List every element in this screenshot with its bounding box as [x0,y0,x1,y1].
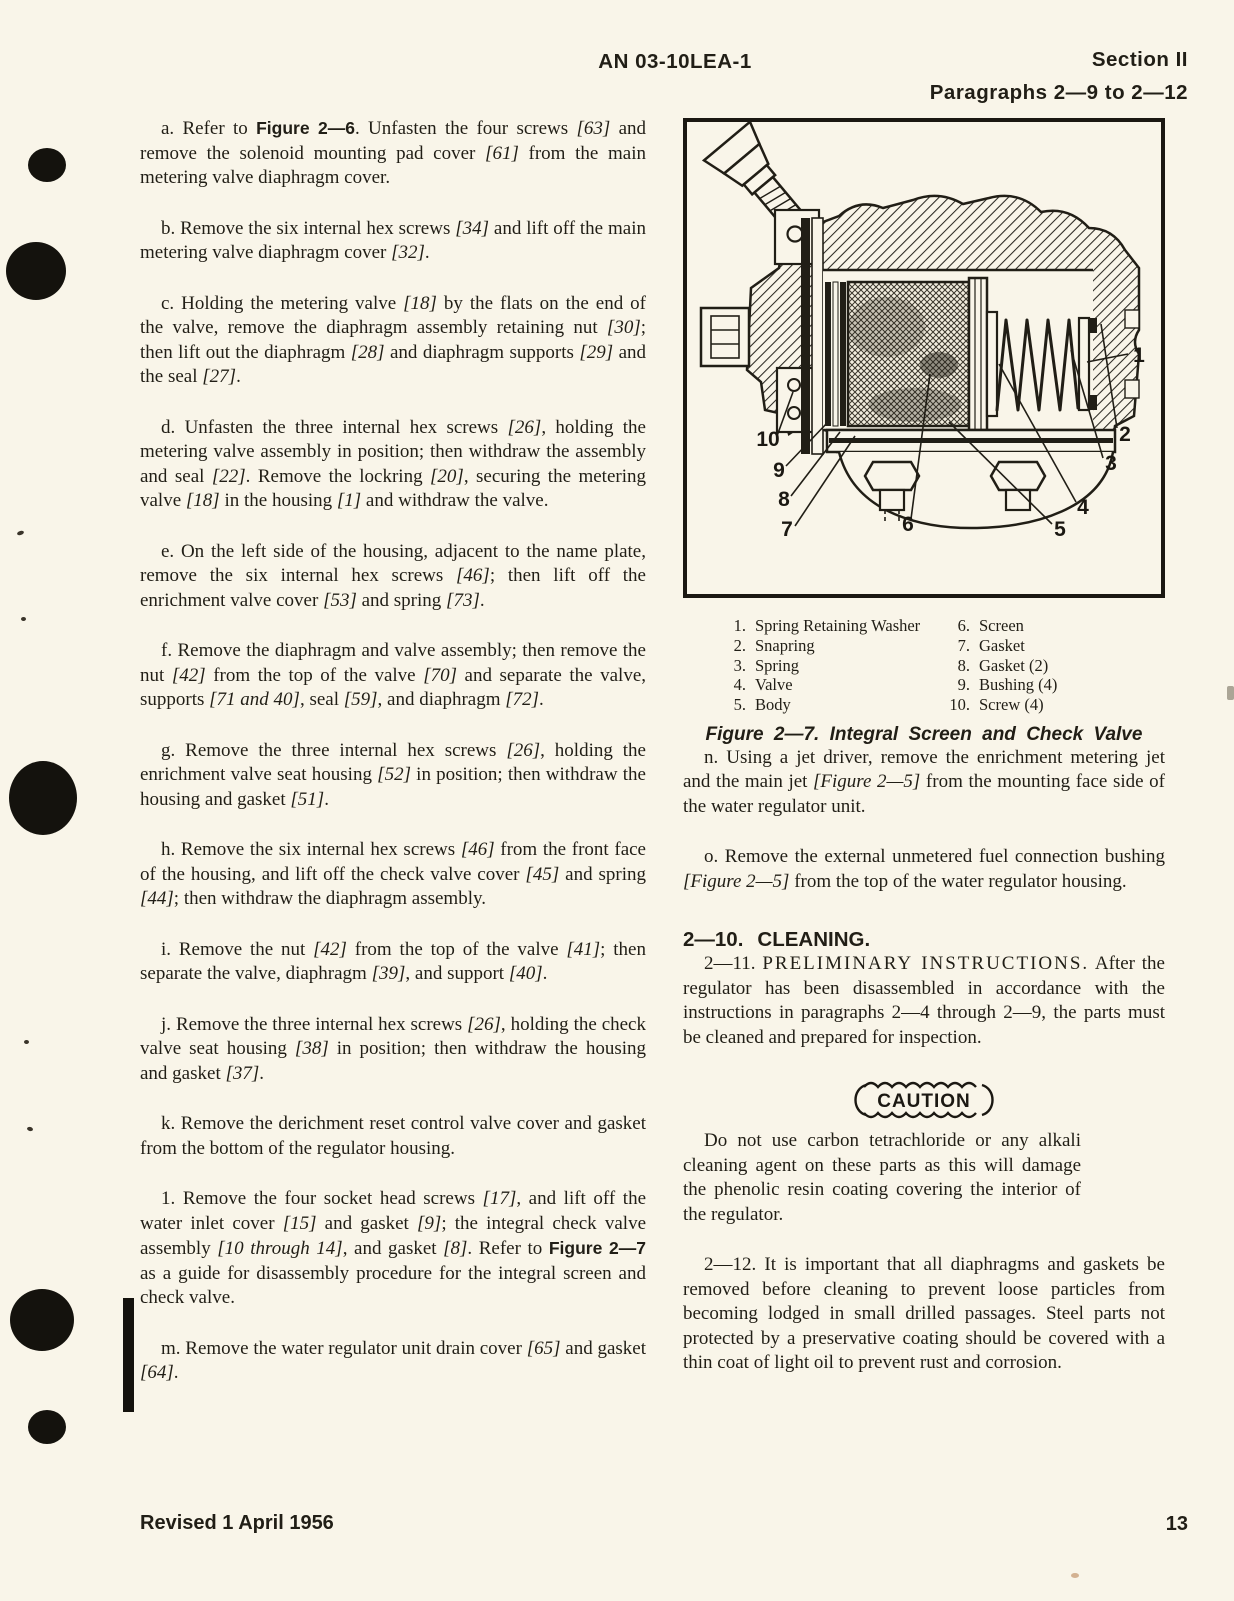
binder-hole-dot [10,1289,74,1351]
paragraph-i: i. Remove the nut [42] from the top of the valve [41]; then separate the valve, diaphragm [39], and support [40]. [140,938,646,984]
paragraph-a: a. Refer to Figure 2—6. Unfasten the four screws [63] and remove the solenoid mounting pad cover [61] from the main metering valve diaphragm cover. [140,118,647,188]
section-heading-2-10: 2—10. CLEANING. [683,928,871,952]
paragraph-n: n. Using a jet driver, remove the enrichment metering jet and the main jet [Figure 2—5] from the mounting face side of the water regulator unit. [683,746,1165,817]
scan-speck [17,530,25,536]
mounting-plates [801,218,823,454]
binder-hole-dot [28,1410,66,1444]
footer-page-number: 13 [1165,1513,1188,1535]
paragraph-c: c. Holding the metering valve [18] by the flats on the end of the valve, remove the diaphragm assembly retaining nut [30]; then lift out the diaphragm [28] and diaphragm supports [29] and the seal [27]. [140,292,647,387]
paragraph-b: b. Remove the six internal hex screws [34] and lift off the main metering valve diaphragm cover [32]. [140,217,646,263]
figure-callout-number: 5 [1054,518,1066,541]
figure-caption: Figure 2—7. Integral Screen and Check Valve [705,723,1143,745]
paragraph-k: k. Remove the derichment reset control valve cover and gasket from the bottom of the regulator housing. [140,1113,646,1159]
left-column [140,116,646,1386]
figure-legend-right [937,616,1057,715]
valve-cross-section-drawing [687,122,1161,594]
figure-callout-number: 8 [778,488,790,511]
header-doc-number: AN 03-10LEA-1 [598,50,752,73]
paragraph-2-11: 2—11. PRELIMINARY INSTRUCTIONS. After the regulator has been disassembled in accordance with the instructions in paragraphs 2—4 through 2—9, the parts must be cleaned and prepared for inspection. [683,953,1165,1048]
scan-speck [27,1126,34,1131]
paragraph-h: h. Remove the six internal hex screws [46] from the front face of the housing, and lift off the check valve cover [45] and spring [44]; then withdraw the diaphragm assembly. [140,839,646,909]
revision-change-bar [123,1298,134,1412]
figure-reference: Figure 2—6 [256,118,355,138]
figure-legend [683,616,1165,715]
scan-speck [21,617,26,621]
caution-box [849,1076,999,1129]
caution-wavy-border [849,1076,999,1124]
legend-item: 5. Body [733,695,791,715]
right-column [683,118,1165,1376]
paragraph-o: o. Remove the external unmetered fuel connection bushing [Figure 2—5] from the top of the water regulator housing. [683,846,1165,892]
scan-speck [1071,1573,1079,1578]
figure-callout-number: 6 [902,513,914,536]
header-section: Section II [1091,48,1188,71]
caution-label: CAUTION [877,1091,971,1113]
figure-callout-number: 2 [1119,423,1131,446]
paragraph-e: e. On the left side of the housing, adjacent to the name plate, remove the six internal hex screws [46]; then lift off the enrichment valve cover [53] and spring [73]. [140,540,646,611]
legend-item: 3. Spring [733,655,800,675]
figure-2-7-frame [683,118,1165,598]
legend-item: 10. Screw (4) [949,695,1044,715]
binder-hole-dot [28,148,66,182]
legend-item: 4. Valve [733,675,793,695]
figure-callout-number: 3 [1105,452,1117,475]
figure-reference: Figure 2—7 [548,1238,646,1258]
preliminary-instructions-caps: PRELIMINARY INSTRUCTIONS. [762,953,1090,975]
paragraph-j: j. Remove the three internal hex screws [26], holding the check valve seat housing [38] in position; then withdraw the housing and gasket [37]. [140,1013,646,1084]
paragraph-m: m. Remove the water regulator unit drain cover [65] and gasket [64]. [140,1337,646,1383]
legend-item: 9. Bushing (4) [957,675,1058,695]
legend-item: 2. Snapring [733,635,815,655]
figure-callout-number: 1 [1133,344,1145,367]
screen [848,278,987,430]
binder-hole-dot [6,242,66,300]
header-paragraph-range: Paragraphs 2—9 to 2—12 [929,81,1188,104]
paragraph-g: g. Remove the three internal hex screws [26], holding the enrichment valve seat housing [52] in position; then withdraw the housing and gasket [51]. [140,739,646,810]
caution-text: Do not use carbon tetrachloride or any alkali cleaning agent on these parts as this will damage the phenolic resin coating covering the interior of the regulator. [683,1130,1081,1225]
legend-item: 8. Gasket (2) [957,655,1049,675]
figure-callout-number: 7 [781,518,793,541]
page-edge-mark [1227,686,1234,700]
paragraph-l: 1. Remove the four socket head screws [17], and lift off the water inlet cover [15] and gasket [9]; the integral check valve assembly [10 through 14], and gasket [8]. Refer to Figure 2—7 as a guide for disassembly procedure for the integral screen and check valve. [140,1188,646,1308]
figure-callout-number: 10 [756,428,780,451]
paragraph-2-12: 2—12. It is important that all diaphragms and gaskets be removed before cleaning to prevent loose particles from becoming lodged in small drilled passages. Steel parts not protected by a preservative coating should be covered with a thin coat of light oil to prevent rust and corrosion. [683,1254,1165,1374]
figure-callout-number: 9 [773,459,785,482]
legend-item: 1. Spring Retaining Washer [733,616,921,635]
figure-callout-number: 4 [1077,496,1089,519]
paragraph-d: d. Unfasten the three internal hex screws [26], holding the metering valve assembly in position; then withdraw the assembly and seal [22]. Remove the lockring [20], securing the metering valve [18] in the housing [1] and withdraw the valve. [140,416,646,511]
footer-revision-date: Revised 1 April 1956 [140,1512,334,1534]
binder-hole-dot [9,761,77,835]
paragraph-f: f. Remove the diaphragm and valve assembly; then remove the nut [42] from the top of the valve [70] and separate the valve, supports [71 and 40], seal [59], and diaphragm [72]. [140,640,647,710]
scan-speck [24,1040,29,1044]
legend-item: 6. Screen [957,616,1024,635]
figure-legend-left [683,616,937,715]
legend-item: 7. Gasket [957,635,1025,655]
